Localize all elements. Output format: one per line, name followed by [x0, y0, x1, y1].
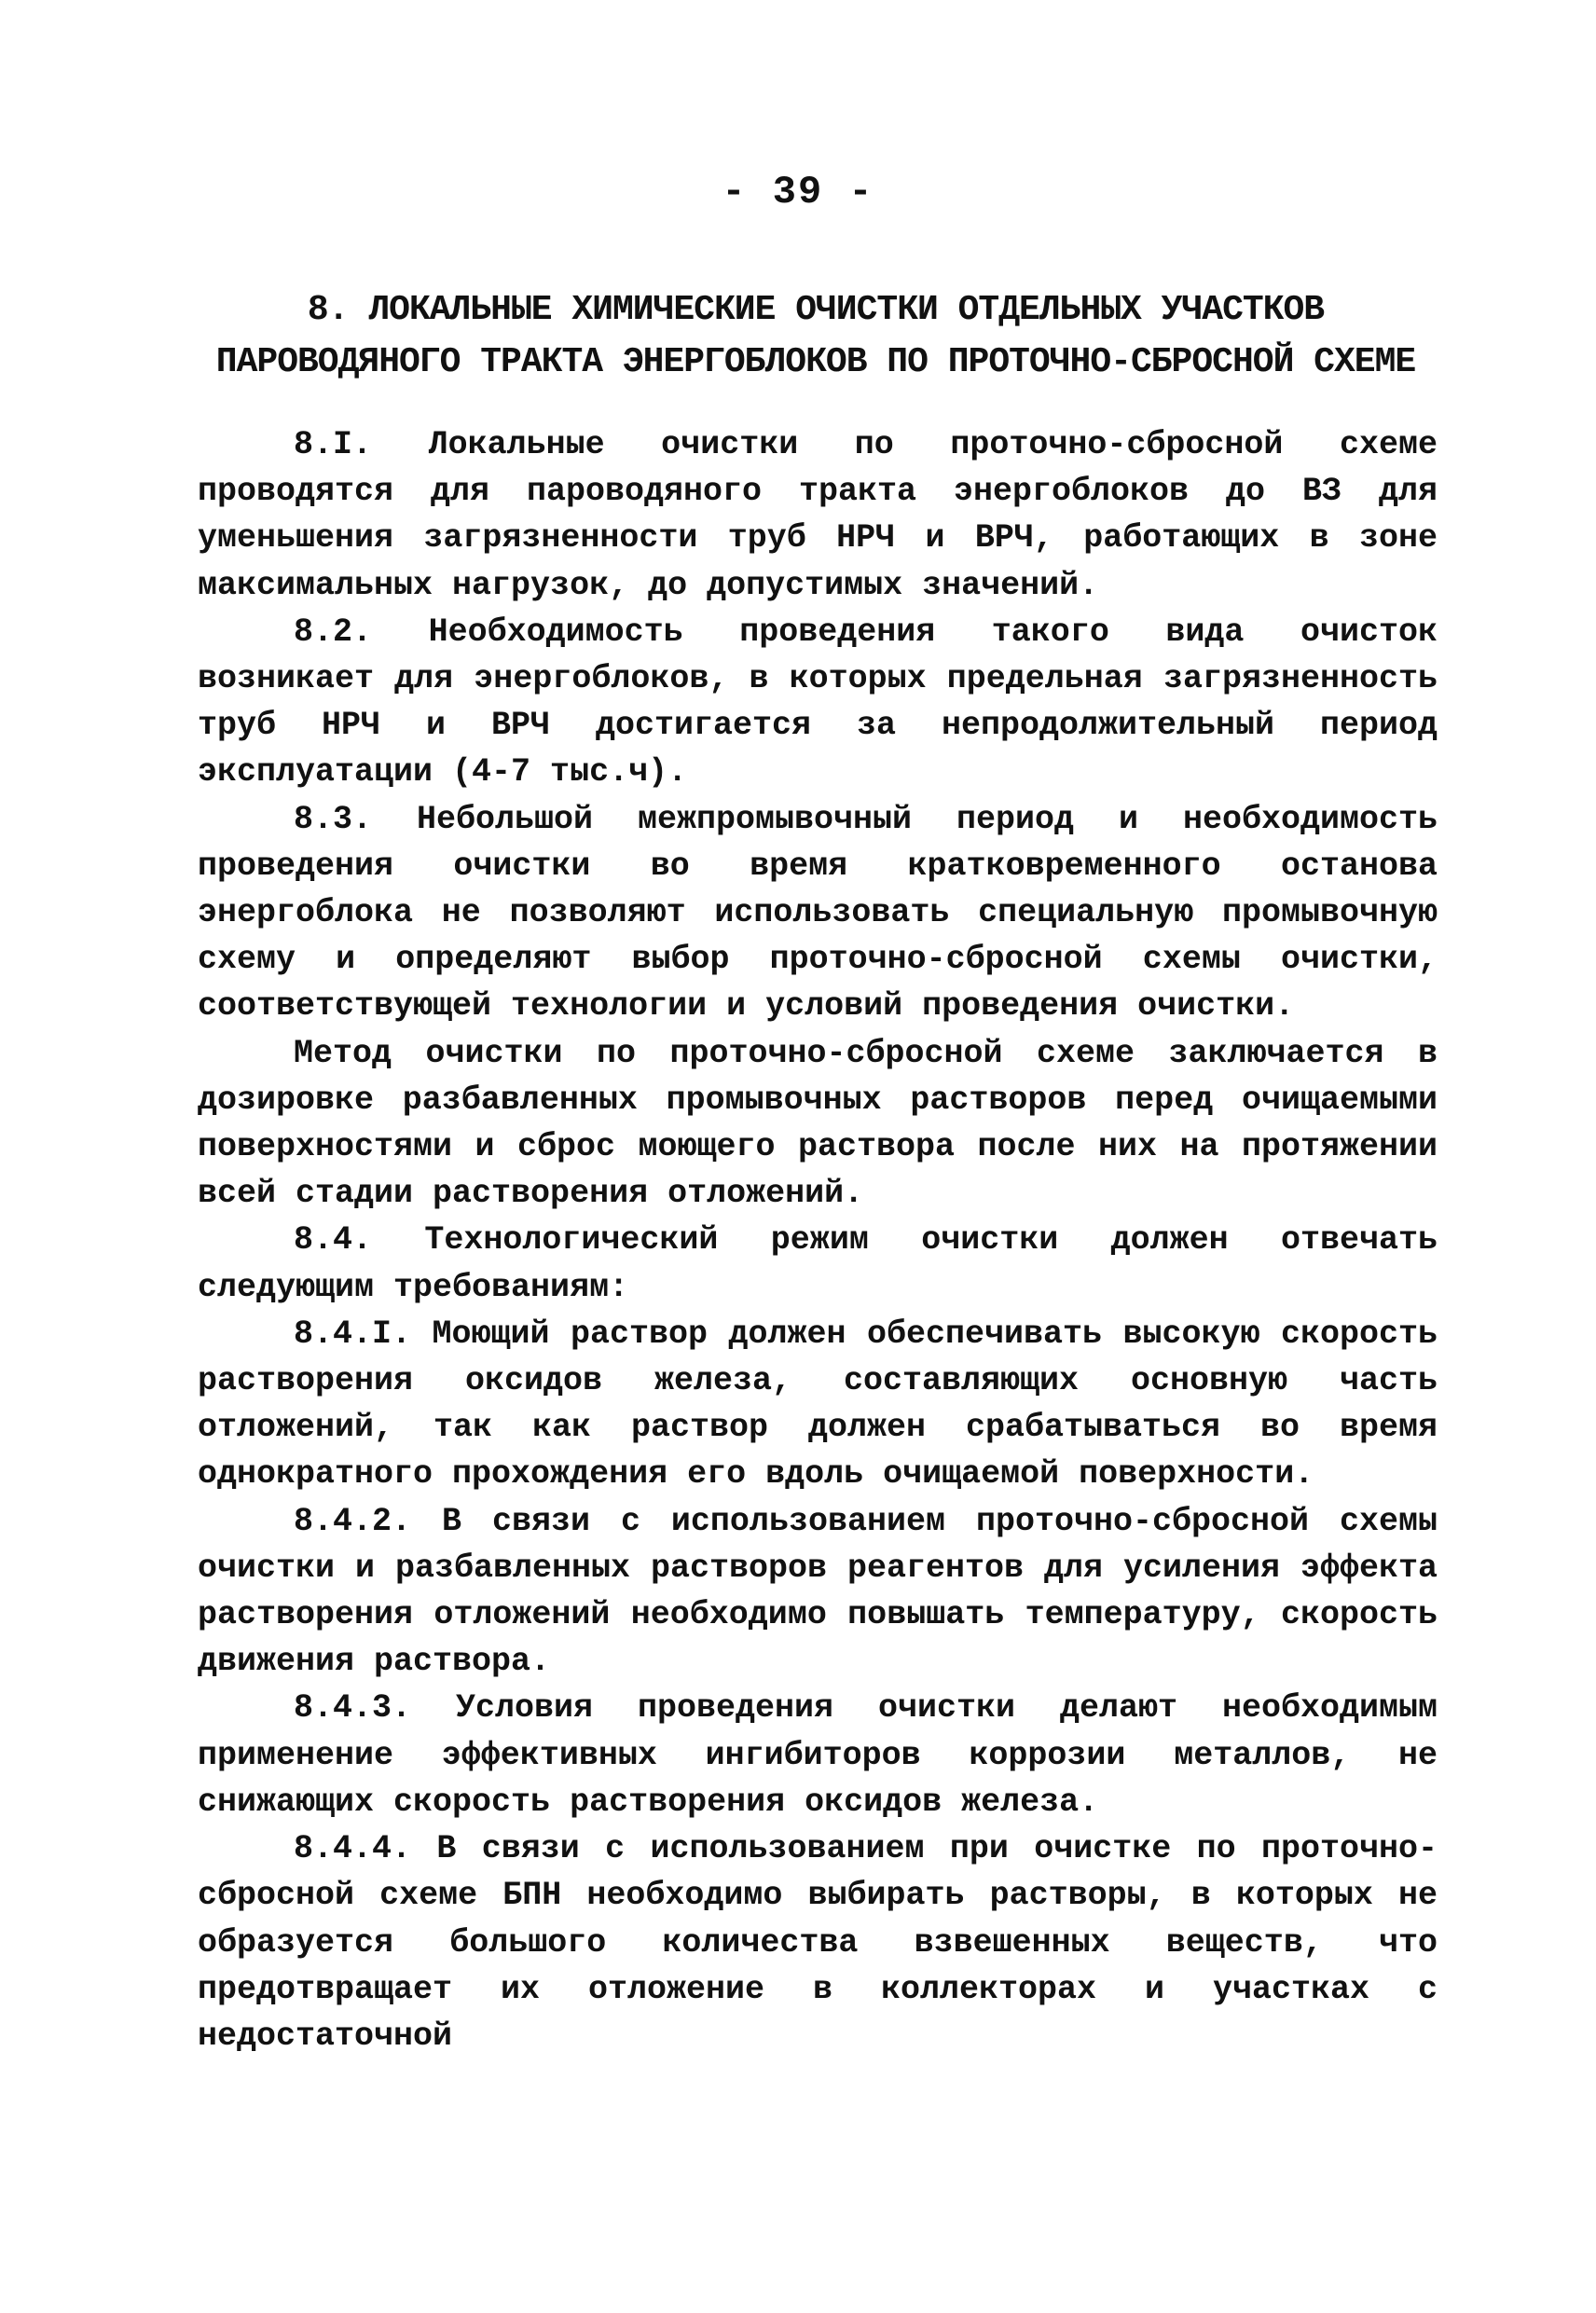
paragraph-8-3: 8.3. Небольшой межпромывочный период и необходимость проведения очистки во время кратковременного останова энергоблока не позволяют использовать специальную промывочную схему и определяют выбор проточно-сбросной схемы очистки, соответствующей технологии и условий проведения очистки. [198, 800, 1438, 1026]
section-heading-line-1: 8. ЛОКАЛЬНЫЕ ХИМИЧЕСКИЕ ОЧИСТКИ ОТДЕЛЬНЫХ УЧАСТКОВ [307, 290, 1325, 330]
paragraph-8-4-3: 8.4.3. Условия проведения очистки делают необходимым применение эффективных ингибиторов коррозии металлов, не снижающих скорость растворения оксидов железа. [198, 1689, 1438, 1821]
body-text [198, 421, 1438, 2059]
paragraph-8-4: 8.4. Технологический режим очистки должен отвечать следующим требованиям: [198, 1221, 1438, 1306]
paragraph-8-4-2: 8.4.2. В связи с использованием проточно-сбросной схемы очистки и разбавленных растворов реагентов для усиления эффекта растворения отложений необходимо повышать температуру, скорость движения раствора. [198, 1502, 1438, 1681]
paragraph-method: Метод очистки по проточно-сбросной схеме заключается в дозировке разбавленных промывочных растворов перед очищаемыми поверхностями и сброс моющего раствора после них на протяжении всей стадии растворения отложений. [198, 1034, 1438, 1213]
page-number: - 39 - [722, 170, 874, 214]
section-heading [196, 284, 1436, 389]
paragraph-8-4-4: 8.4.4. В связи с использованием при очистке по проточно-сбросной схеме БПН необходимо выбирать растворы, в которых не образуется большого количества взвешенных веществ, что предотвращает их отложение в коллекторах и участках с недостаточной [198, 1830, 1438, 2055]
paragraph-8-4-1: 8.4.I. Моющий раствор должен обеспечивать высокую скорость растворения оксидов железа, составляющих основную часть отложений, так как раствор должен срабатываться во время однократного прохождения его вдоль очищаемой поверхности. [198, 1315, 1438, 1494]
section-heading-line-2: ПАРОВОДЯНОГО ТРАКТА ЭНЕРГОБЛОКОВ ПО ПРОТОЧНО-СБРОСНОЙ СХЕМЕ [215, 342, 1416, 382]
paragraph-8-2: 8.2. Необходимость проведения такого вида очисток возникает для энергоблоков, в которых предельная загрязненность труб НРЧ и ВРЧ достигается за непродолжительный период эксплуатации (4-7 тыс.ч). [198, 613, 1438, 792]
paragraph-8-1: 8.I. Локальные очистки по проточно-сбросной схеме проводятся для пароводяного тракта энергоблоков до ВЗ для уменьшения загрязненности труб НРЧ и ВРЧ, работающих в зоне максимальных нагрузок, до допустимых значений. [198, 426, 1438, 604]
